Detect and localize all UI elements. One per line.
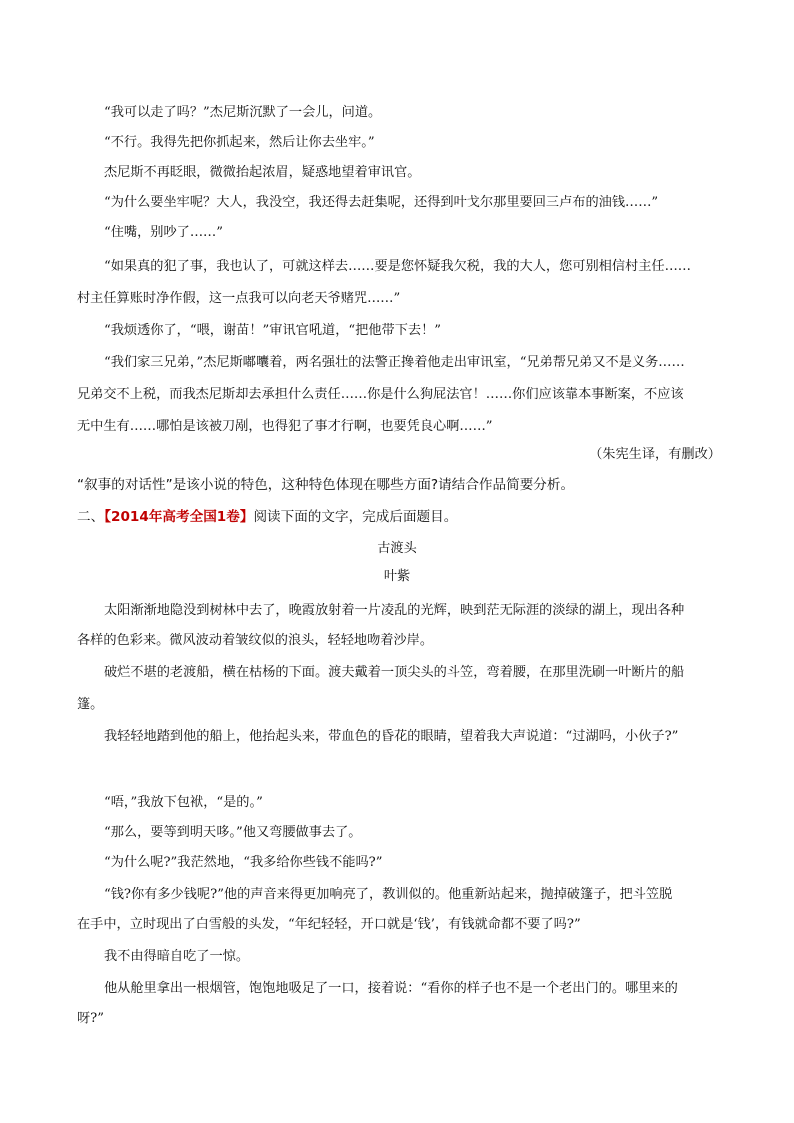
paragraph: “住嘴，别吵了……” [104, 225, 223, 240]
paragraph-line: 篷。 [77, 697, 104, 712]
question-text: “叙事的对话性”是该小说的特色，这种特色体现在哪些方面?请结合作品简要分析。 [77, 477, 575, 493]
paragraph: “我可以走了吗？”杰尼斯沉默了一会儿，问道。 [104, 105, 382, 120]
paragraph-line: “我们家三兄弟，”杰尼斯嘟囔着，两名强壮的法警正搀着他走出审讯室，“兄弟帮兄弟又不是义务…… [104, 355, 685, 370]
paragraph: 我不由得暗自吃了一惊。 [104, 949, 250, 964]
paragraph: “我烦透你了，“喂，谢苗！”审讯官吼道，“把他带下去！” [104, 323, 442, 338]
paragraph-line: 呀?” [77, 1011, 104, 1026]
paragraph: “为什么呢?”我茫然地，“我多给你些钱不能吗?” [104, 855, 383, 870]
paragraph: 杰尼斯不再眨眼，微微抬起浓眉，疑惑地望着审讯官。 [104, 165, 421, 180]
paragraph: “为什么要坐牢呢？大人，我没空，我还得去赶集呢，还得到叶戈尔那里要回三卢布的油钱……” [104, 195, 659, 210]
section-number: 二、 [77, 509, 105, 525]
story-title: 古渡头 [377, 541, 417, 556]
translator-credit: （朱宪生译，有删改） [589, 447, 721, 462]
paragraph: “那么，要等到明天哆。”他又弯腰做事去了。 [104, 825, 362, 840]
paragraph: “唔，”我放下包袱，“是的。” [104, 795, 263, 810]
paragraph: “不行。我得先把你抓起来，然后让你去坐牢。” [104, 135, 375, 150]
exam-source-tag: 【2014年高考全国1卷】 [104, 509, 254, 525]
paragraph-line: “钱?你有多少钱呢?”他的声音来得更加响亮了，教训似的。他重新站起来，抛掉破篷子，把斗笠脱 [104, 887, 673, 902]
paragraph-line: 兄弟交不上税，而我杰尼斯却去承担什么责任……你是什么狗屁法官！……你们应该靠本事断案，不应该 [77, 387, 684, 402]
paragraph-line: 村主任算账时净作假，这一点我可以向老天爷赌咒……” [77, 291, 401, 306]
section-heading [77, 502, 457, 532]
paragraph-line: 在手中，立时现出了白雪般的头发，“年纪轻轻，开口就是‘钱’，有钱就命都不要了吗?” [77, 917, 581, 932]
paragraph-line: 太阳渐渐地隐没到树林中去了，晚霞放射着一片凌乱的光辉，映到茫无际涯的淡绿的湖上，现出各种 [104, 603, 685, 618]
paragraph-line: “如果真的犯了事，我也认了，可就这样去……要是您怀疑我欠税，我的大人，您可别相信村主任…… [104, 259, 691, 274]
story-author: 叶紫 [383, 569, 411, 584]
paragraph-line: 他从舱里拿出一根烟管，饱饱地吸足了一口，接着说：“看你的样子也不是一个老出门的。哪里来的 [104, 981, 678, 996]
section-instruction: 阅读下面的文字，完成后面题目。 [253, 509, 458, 525]
paragraph: 我轻轻地踏到他的船上，他抬起头来，带血色的昏花的眼睛，望着我大声说道：“过湖吗，小伙子?” [104, 729, 679, 744]
paragraph-line: 无中生有……哪怕是该被刀剐，也得犯了事才行啊，也要凭良心啊……” [77, 419, 493, 434]
paragraph-line: 各样的色彩来。微风波动着皱纹似的浪头，轻轻地吻着沙岸。 [77, 633, 434, 648]
paragraph-line: 破烂不堪的老渡船，横在枯杨的下面。渡夫戴着一顶尖头的斗笠，弯着腰，在那里洗刷一叶断片的船 [104, 665, 685, 680]
